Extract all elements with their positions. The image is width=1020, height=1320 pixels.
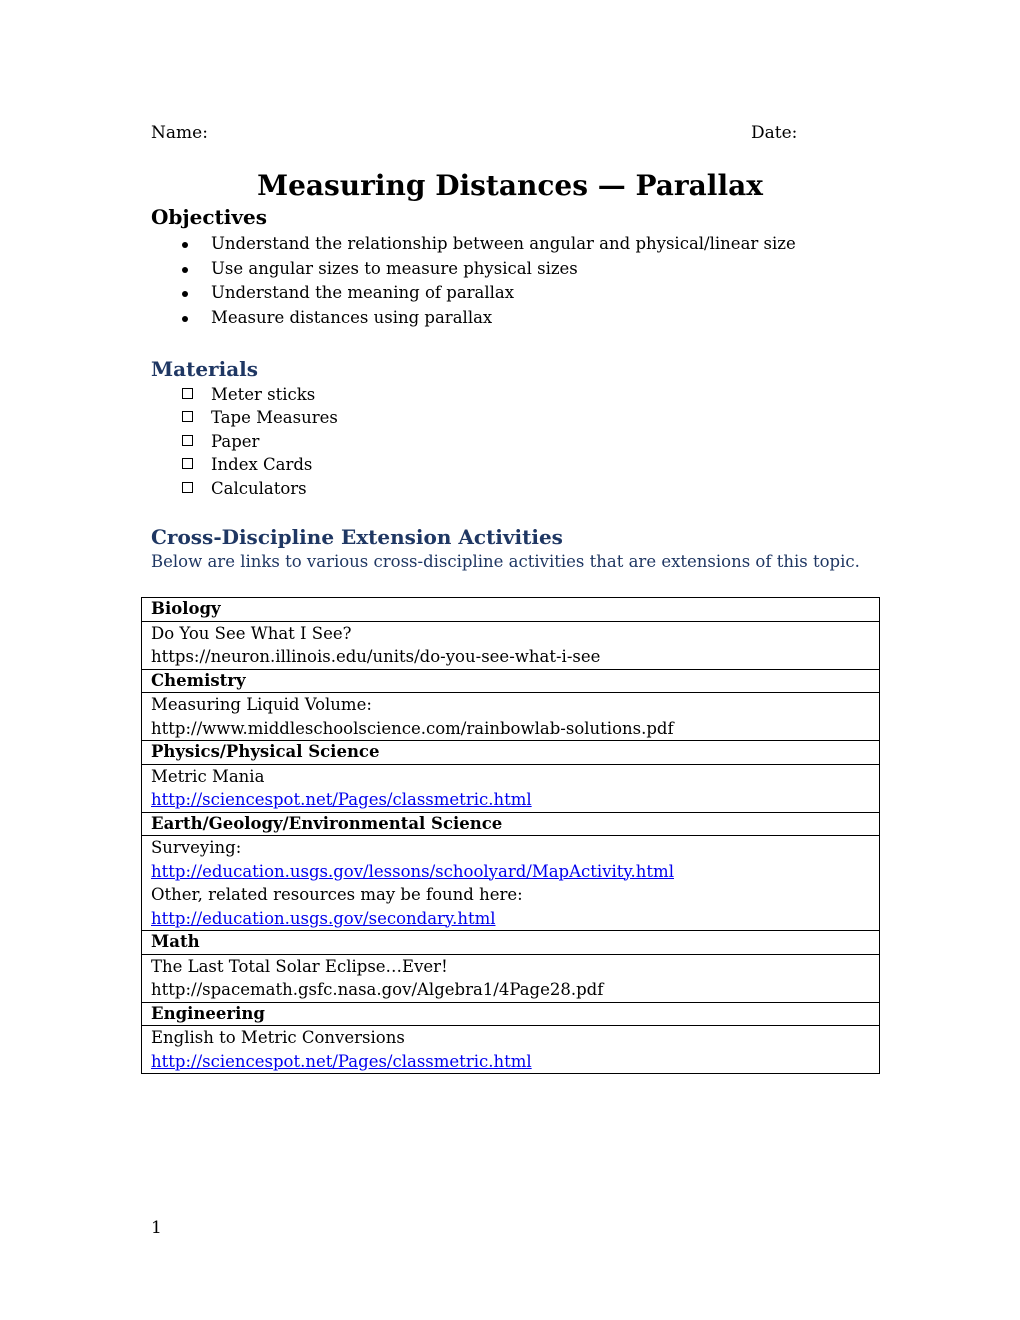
objective-item: [180, 232, 796, 257]
activity-cell: [142, 621, 880, 669]
checkbox-icon: [182, 435, 193, 446]
activity-cell: [142, 836, 880, 931]
category-cell: Engineering: [142, 1002, 880, 1026]
activity-link[interactable]: http://sciencespot.net/Pages/classmetric.html: [151, 790, 532, 809]
objective-item: [180, 306, 796, 331]
activity-cell: [142, 764, 880, 812]
objective-text: Measure distances using parallax: [211, 308, 493, 328]
material-item: [180, 383, 338, 406]
category-row: [142, 931, 880, 955]
activities-table: [141, 597, 880, 1074]
activity-row: [142, 764, 880, 812]
objective-text: Understand the relationship between angular and physical/linear size: [211, 234, 796, 253]
cross-discipline-heading: Cross-Discipline Extension Activities: [151, 525, 563, 549]
activity-cell: [142, 954, 880, 1002]
objectives-list: [180, 232, 796, 331]
checkbox-icon: [182, 482, 193, 493]
material-text: Meter sticks: [211, 385, 316, 404]
activity-title: The Last Total Solar Eclipse…Ever!: [151, 956, 448, 976]
cross-discipline-intro: Below are links to various cross-discipline activities that are extensions of this topic.: [151, 552, 860, 571]
materials-heading: Materials: [151, 357, 259, 381]
activity-cell: [142, 693, 880, 741]
activity-url[interactable]: https://neuron.illinois.edu/units/do-you-see-what-i-see: [151, 647, 601, 666]
activity-row: [142, 954, 880, 1002]
page-number: 1: [151, 1218, 162, 1238]
material-text: Paper: [211, 431, 260, 451]
category-cell: Physics/Physical Science: [142, 741, 880, 765]
activity-title: Do You See What I See?: [151, 623, 352, 643]
bullet-icon: [182, 291, 188, 297]
category-row: [142, 741, 880, 765]
material-text: Tape Measures: [211, 408, 338, 428]
activity-title: English to Metric Conversions: [151, 1028, 405, 1047]
activity-note: Other, related resources may be found here:: [151, 885, 523, 904]
bullet-icon: [182, 316, 188, 322]
category-row: [142, 598, 880, 622]
activity-link[interactable]: http://education.usgs.gov/secondary.html: [151, 908, 496, 928]
activity-url[interactable]: http://spacemath.gsfc.nasa.gov/Algebra1/4Page28.pdf: [151, 980, 604, 999]
name-label: Name:: [151, 123, 208, 143]
material-text: Calculators: [211, 478, 307, 498]
activity-row: [142, 1026, 880, 1074]
category-cell: Math: [142, 931, 880, 955]
activity-row: [142, 693, 880, 741]
materials-list: [180, 383, 338, 500]
activity-link[interactable]: http://education.usgs.gov/lessons/schoolyard/MapActivity.html: [151, 861, 674, 881]
category-row: [142, 669, 880, 693]
objective-item: [180, 257, 796, 282]
activity-row: [142, 621, 880, 669]
category-row: [142, 1002, 880, 1026]
material-item: [180, 430, 338, 453]
category-cell: Chemistry: [142, 669, 880, 693]
material-text: Index Cards: [211, 455, 313, 475]
date-label: Date:: [751, 123, 798, 143]
page-title: Measuring Distances — Parallax: [257, 169, 763, 202]
material-item: [180, 406, 338, 429]
material-item: [180, 453, 338, 476]
bullet-icon: [182, 267, 188, 273]
checkbox-icon: [182, 388, 193, 399]
activity-title: Surveying:: [151, 838, 242, 857]
checkbox-icon: [182, 411, 193, 422]
material-item: [180, 477, 338, 500]
category-cell: Earth/Geology/Environmental Science: [142, 812, 880, 836]
activity-cell: [142, 1026, 880, 1074]
activity-url[interactable]: http://www.middleschoolscience.com/rainbowlab-solutions.pdf: [151, 718, 674, 738]
activity-title: Metric Mania: [151, 766, 265, 786]
objective-item: [180, 281, 796, 306]
activity-title: Measuring Liquid Volume:: [151, 695, 372, 714]
objectives-heading: Objectives: [151, 205, 267, 229]
objective-text: Understand the meaning of parallax: [211, 283, 515, 303]
category-cell: Biology: [142, 598, 880, 622]
bullet-icon: [182, 242, 188, 248]
activity-link[interactable]: http://sciencespot.net/Pages/classmetric.html: [151, 1051, 532, 1071]
checkbox-icon: [182, 458, 193, 469]
activity-row: [142, 836, 880, 931]
objective-text: Use angular sizes to measure physical sizes: [211, 258, 578, 278]
category-row: [142, 812, 880, 836]
